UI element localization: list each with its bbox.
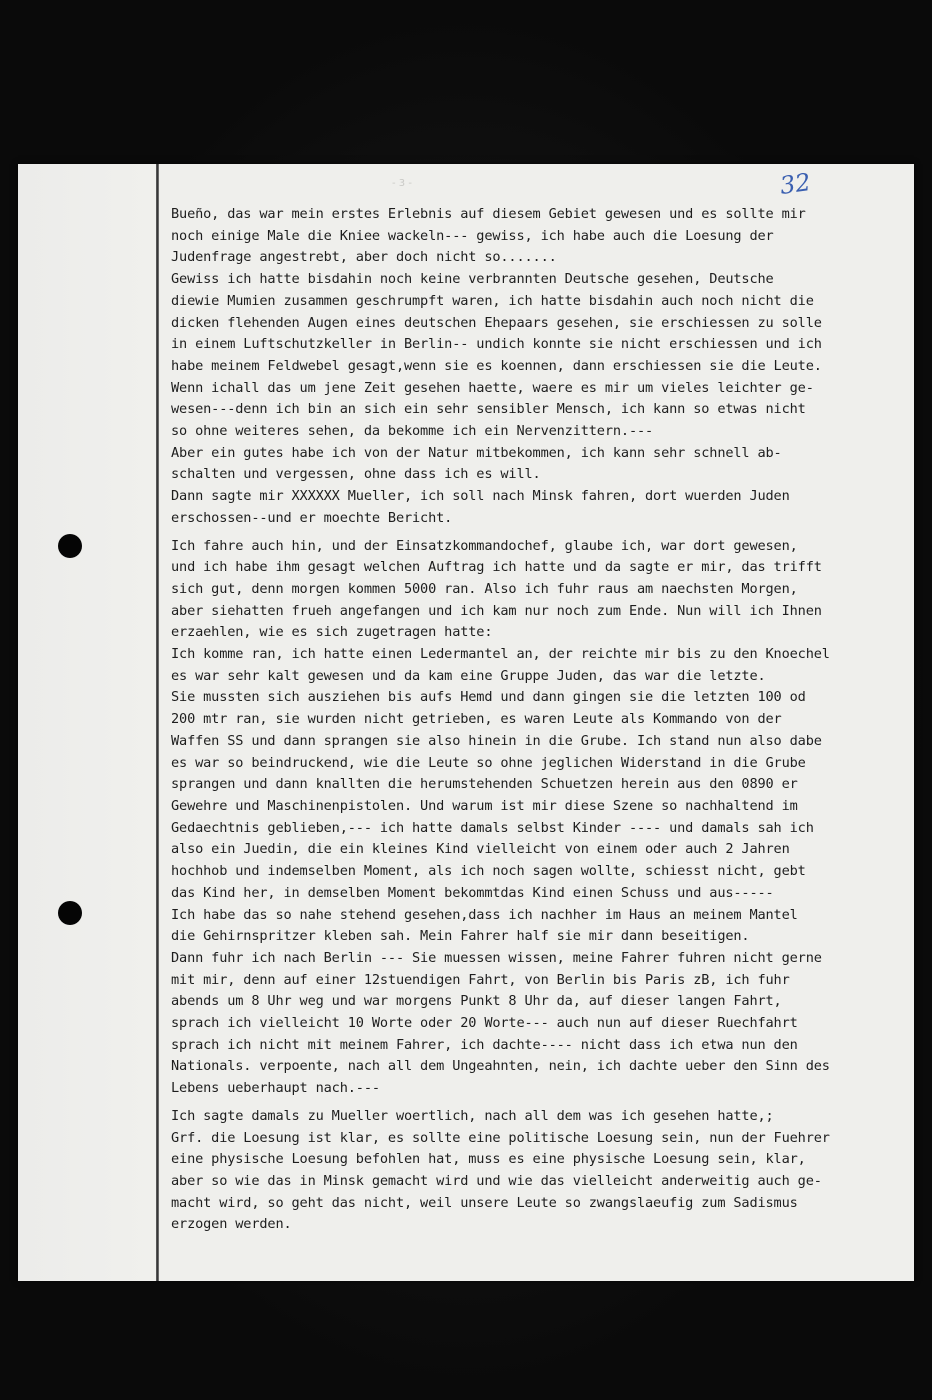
text-line: Gedaechtnis geblieben,--- ich hatte damals selbst Kinder ---- und damals sah ich [171, 819, 814, 836]
text-line: und ich habe ihm gesagt welchen Auftrag ich hatte und da sagte er mir, das trifft [171, 559, 822, 576]
text-line: aber siehatten frueh angefangen und ich kam nur noch zum Ende. Nun will ich Ihnen [171, 602, 822, 619]
text-line: Ich habe das so nahe stehend gesehen,dass ich nachher im Haus an meinem Mantel [171, 906, 798, 923]
text-line: Sie mussten sich ausziehen bis aufs Hemd und dann gingen sie die letzten 100 od [171, 689, 806, 706]
punch-hole-bottom [58, 901, 82, 925]
text-line: Grf. die Loesung ist klar, es sollte eine politische Loesung sein, nun der Fuehrer [171, 1129, 830, 1146]
text-line: aber so wie das in Minsk gemacht wird und wie das vielleicht anderweitig auch ge- [171, 1172, 822, 1189]
page-margin [18, 164, 156, 1281]
text-line: wesen---denn ich bin an sich ein sehr sensibler Mensch, ich kann so etwas nicht [171, 401, 806, 418]
text-line: sich gut, denn morgen kommen 5000 ran. Also ich fuhr raus am naechsten Morgen, [171, 580, 798, 597]
text-line: Bueño, das war mein erstes Erlebnis auf diesem Gebiet gewesen und es sollte mir [171, 206, 806, 222]
text-line: Nationals. verpoente, nach all dem Ungeahnten, nein, ich dachte ueber den Sinn des [171, 1058, 830, 1075]
text-line: macht wird, so geht das nicht, weil unsere Leute so zwangslaeufig zum Sadismus [171, 1194, 798, 1211]
text-line: habe meinem Feldwebel gesagt,wenn sie es koennen, dann erschiessen sie die Leute. [171, 357, 822, 374]
text-line: dicken flehenden Augen eines deutschen Ehepaars gesehen, sie erschiessen zu solle [171, 314, 822, 331]
text-line: Ich sagte damals zu Mueller woertlich, nach all dem was ich gesehen hatte,; [171, 1107, 774, 1124]
typewritten-text [171, 204, 871, 1236]
paragraph-1 [171, 204, 871, 530]
text-line: mit mir, denn auf einer 12stuendigen Fahrt, von Berlin bis Paris zB, ich fuhr [171, 971, 790, 988]
text-line: Aber ein gutes habe ich von der Natur mitbekommen, ich kann sehr schnell ab- [171, 444, 782, 461]
text-line: Gewehre und Maschinenpistolen. Und warum ist mir diese Szene so nachhaltend im [171, 797, 798, 814]
text-line: sprach ich vielleicht 10 Worte oder 20 Worte--- auch nun auf dieser Ruechfahrt [171, 1015, 798, 1032]
paragraph-2 [171, 536, 871, 1100]
text-line: schalten und vergessen, ohne dass ich es will. [171, 466, 541, 483]
text-line: Waffen SS und dann sprangen sie also hinein in die Grube. Ich stand nun also dabe [171, 732, 822, 749]
text-line: Dann sagte mir XXXXXX Mueller, ich soll nach Minsk fahren, dort wuerden Juden [171, 488, 790, 505]
text-line: es war so beindruckend, wie die Leute so ohne jeglichen Widerstand in die Grube [171, 754, 806, 771]
text-line: sprach ich nicht mit meinem Fahrer, ich dachte---- nicht dass ich etwa nun den [171, 1036, 798, 1053]
faint-page-header: - 3 - [392, 178, 412, 189]
handwritten-page-number: 32 [778, 168, 813, 200]
punch-hole-top [58, 534, 82, 558]
text-line: 200 mtr ran, sie wurden nicht getrieben, es waren Leute als Kommando von der [171, 711, 782, 728]
paragraph-3 [171, 1106, 871, 1236]
text-line: sprangen und dann knallten die herumstehenden Schuetzen herein aus den 0890 er [171, 776, 798, 793]
text-line: also ein Juedin, die ein kleines Kind vielleicht von einem oder auch 2 Jahren [171, 841, 790, 858]
text-line: erzaehlen, wie es sich zugetragen hatte: [171, 624, 493, 641]
text-line: Dann fuhr ich nach Berlin --- Sie muessen wissen, meine Fahrer fuhren nicht gerne [171, 949, 822, 966]
text-line: hochhob und indemselben Moment, als ich noch sagen wollte, schiesst nicht, gebt [171, 863, 806, 880]
text-line: Gewiss ich hatte bisdahin noch keine verbrannten Deutsche gesehen, Deutsche [171, 271, 774, 288]
text-line: Wenn ichall das um jene Zeit gesehen haette, waere es mir um vieles leichter ge- [171, 379, 814, 396]
text-line: noch einige Male die Kniee wackeln--- gewiss, ich habe auch die Loesung der [171, 227, 774, 244]
text-line: erzogen werden. [171, 1216, 292, 1233]
text-line: es war sehr kalt gewesen und da kam eine Gruppe Juden, das war die letzte. [171, 667, 766, 684]
text-line: das Kind her, in demselben Moment bekommtdas Kind einen Schuss und aus----- [171, 884, 774, 901]
text-line: in einem Luftschutzkeller in Berlin-- undich konnte sie nicht erschiessen und ich [171, 336, 822, 353]
text-line: Lebens ueberhaupt nach.--- [171, 1080, 380, 1097]
text-line: die Gehirnspritzer kleben sah. Mein Fahrer half sie mir dann beseitigen. [171, 928, 750, 945]
document-page [18, 164, 914, 1281]
text-line: diewie Mumien zusammen geschrumpft waren, ich hatte bisdahin auch noch nicht die [171, 292, 814, 309]
text-line: Ich komme ran, ich hatte einen Ledermantel an, der reichte mir bis zu den Knoechel [171, 646, 830, 663]
text-line: abends um 8 Uhr weg und war morgens Punkt 8 Uhr da, auf dieser langen Fahrt, [171, 993, 782, 1010]
text-line: eine physische Loesung befohlen hat, muss es eine physische Loesung sein, klar, [171, 1151, 806, 1168]
text-line: so ohne weiteres sehen, da bekomme ich ein Nervenzittern.--- [171, 423, 654, 440]
text-line: erschossen--und er moechte Bericht. [171, 509, 453, 526]
text-line: Ich fahre auch hin, und der Einsatzkommandochef, glaube ich, war dort gewesen, [171, 537, 798, 554]
text-line: Judenfrage angestrebt, aber doch nicht so....... [171, 249, 557, 266]
